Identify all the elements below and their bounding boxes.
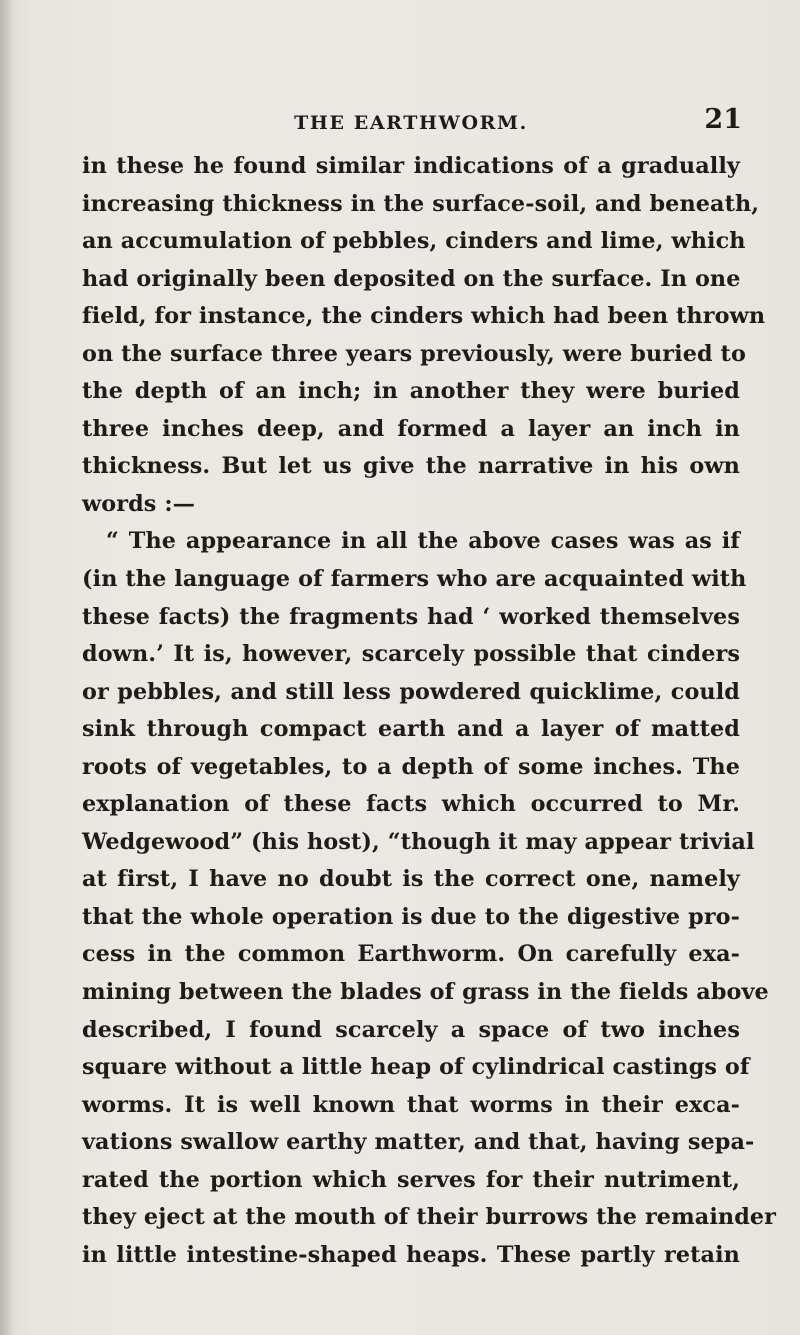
text-line: “ The appearance in all the above cases was as if — [106, 528, 740, 555]
text-line: described, I found scarcely a space of two inches — [82, 1016, 740, 1043]
running-head: THE EARTHWORM. — [294, 112, 528, 134]
text-line: vations swallow earthy matter, and that, having sepa- — [82, 1129, 755, 1156]
binding-shadow — [0, 0, 14, 1335]
text-line: field, for instance, the cinders which had been thrown — [82, 303, 766, 330]
text-line: thickness. But let us give the narrative in his own — [82, 453, 740, 480]
text-line: roots of vegetables, to a depth of some inches. The — [82, 753, 740, 780]
text-line: increasing thickness in the surface-soil, and beneath, — [82, 190, 760, 217]
text-line: the depth of an inch; in another they were buried — [82, 378, 740, 405]
text-line: Wedgewood” (his host), “though it may appear trivial — [82, 828, 755, 855]
text-line: rated the portion which serves for their nutriment, — [82, 1166, 740, 1193]
text-line: three inches deep, and formed a layer an inch in — [82, 415, 740, 442]
text-line: explanation of these facts which occurred to Mr. — [82, 791, 740, 818]
text-line: at first, I have no doubt is the correct one, namely — [82, 866, 740, 893]
text-line: sink through compact earth and a layer of matted — [82, 716, 740, 743]
text-line: an accumulation of pebbles, cinders and lime, which — [82, 228, 746, 255]
text-line: square without a little heap of cylindrical castings of — [82, 1054, 750, 1081]
page-number: 21 — [704, 104, 742, 135]
text-line: these facts) the fragments had ‘ worked themselves — [82, 603, 740, 630]
text-line: in these he found similar indications of a gradually — [82, 153, 740, 179]
text-line: or pebbles, and still less powdered quicklime, could — [82, 678, 740, 705]
text-line: down.’ It is, however, scarcely possible that cinders — [82, 641, 740, 668]
text-line: worms. It is well known that worms in their exca- — [82, 1091, 740, 1118]
text-line: cess in the common Earthworm. On carefully exa- — [82, 941, 740, 968]
text-line: that the whole operation is due to the digestive pro- — [82, 903, 740, 930]
text-line: they eject at the mouth of their burrows the remainder — [82, 1204, 777, 1231]
text-line: in little intestine-shaped heaps. These partly retain — [82, 1241, 740, 1268]
text-line: on the surface three years previously, were buried to — [82, 340, 746, 367]
text-line: mining between the blades of grass in the fields above — [82, 979, 769, 1006]
page-header — [80, 104, 742, 140]
text-line: words :— — [82, 490, 196, 517]
text-line: (in the language of farmers who are acquainted with — [82, 566, 747, 593]
text-line: had originally been deposited on the surface. In one — [82, 265, 741, 292]
body-text — [82, 148, 777, 1274]
